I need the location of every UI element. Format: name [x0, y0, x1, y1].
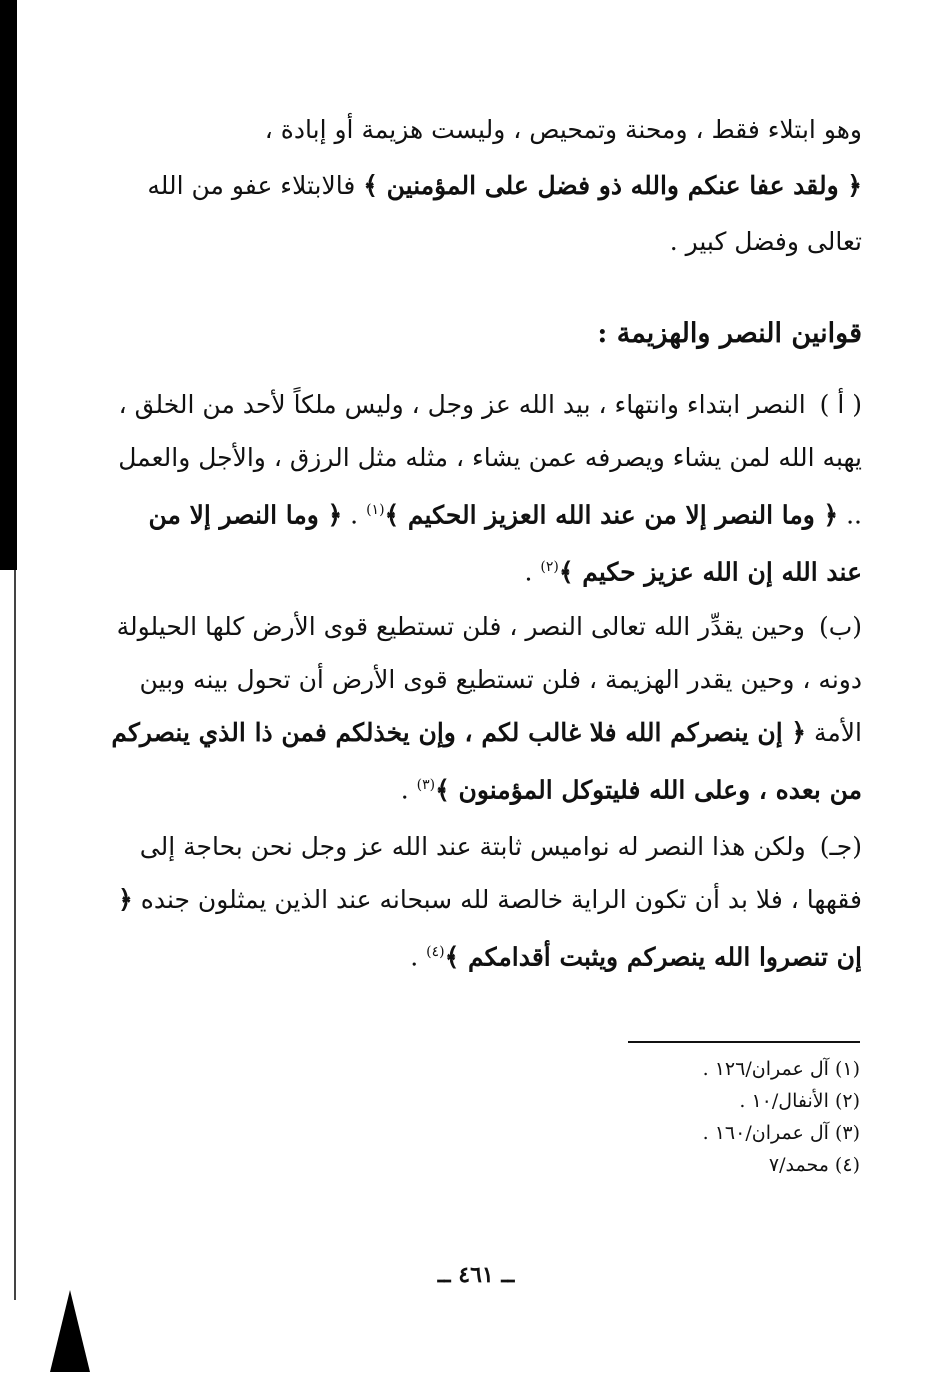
item-c-text: ولكن هذا النصر له نواميس ثابتة عند الله عز وجل نحن بحاجة إلى فقهها ، فلا بد أن تكون الراية خالصة لله سبحانه عند الذين يمثلون جنده	[132, 832, 862, 914]
scan-edge-shadow	[0, 0, 17, 570]
item-a-label: ( أ )	[819, 390, 862, 419]
footnote-2: (٢) الأنفال/١٠ .	[739, 1090, 860, 1112]
item-a	[110, 378, 862, 599]
item-a-ref-1: (١)	[366, 502, 385, 518]
item-b-text: وحين يقدِّر الله تعالى النصر ، فلن تستطيع قوى الأرض كلها الحيلولة دونه ، وحين يقدر الهزيمة ، فلن تستطيع قوى الأرض أن تحول بينه وبين الأمة	[116, 612, 862, 747]
intro-quran-quote: ﴿ ولقد عفا عنكم والله ذو فضل على المؤمنين ﴾	[363, 171, 862, 200]
item-a-mid: .	[342, 500, 367, 530]
footnote-3: (٣) آل عمران/١٦٠ .	[702, 1122, 860, 1144]
page-number: ــ ٤٦١ ــ	[437, 1262, 515, 1288]
item-b-ref-1: (٣)	[416, 777, 436, 793]
item-a-ref-2: (٢)	[540, 559, 559, 576]
footnote-1: (١) آل عمران/١٢٦ .	[702, 1058, 860, 1080]
item-c	[110, 820, 862, 983]
item-b-quote-1: ﴿ إن ينصركم الله فلا غالب لكم ، وإن يخذلكم فمن ذا الذي ينصركم من بعده ، وعلى الله فليتوكل المؤمنون ﴾	[111, 718, 862, 805]
item-c-quote-1: ﴿ إن تنصروا الله ينصركم ويثبت أقدامكم ﴾	[118, 885, 862, 972]
scan-corner-mark	[50, 1290, 90, 1372]
item-a-end: .	[524, 557, 541, 587]
item-c-ref-1: (٤)	[426, 944, 445, 960]
item-b-end: .	[400, 775, 417, 805]
section-heading: قوانين النصر والهزيمة :	[597, 318, 862, 349]
scan-edge-line	[14, 570, 16, 1300]
footnote-separator	[628, 1041, 860, 1043]
item-c-label: (جـ)	[819, 832, 862, 861]
item-a-text: النصر ابتداء وانتهاء ، بيد الله عز وجل ، وليس ملكاً لأحد من الخلق ، يهبه الله لمن يشاء ويصرفه عمن يشاء ، مثله مثل الرزق ، والأجل والعمل ..	[118, 390, 862, 530]
intro-line-1: وهو ابتلاء فقط ، ومحنة وتمحيص ، وليست هزيمة أو إبادة ،	[264, 115, 862, 144]
intro-paragraph	[110, 102, 862, 270]
footnote-4: (٤) محمد/٧	[768, 1154, 860, 1176]
intro-after-quote: فالابتلاء عفو من الله	[147, 171, 364, 200]
item-a-quote-2: ﴿ وما النصر إلا من عند الله إن الله عزيز حكيم ﴾	[148, 500, 862, 587]
footnotes-list	[530, 1053, 860, 1181]
item-b-label: (ب)	[818, 612, 862, 641]
item-c-end: .	[410, 942, 427, 972]
intro-text	[110, 102, 862, 270]
intro-line-3: تعالى وفضل كبير .	[669, 227, 862, 256]
item-a-quote-1: ﴿ وما النصر إلا من عند الله العزيز الحكيم ﴾	[384, 500, 839, 530]
item-b	[110, 600, 862, 816]
